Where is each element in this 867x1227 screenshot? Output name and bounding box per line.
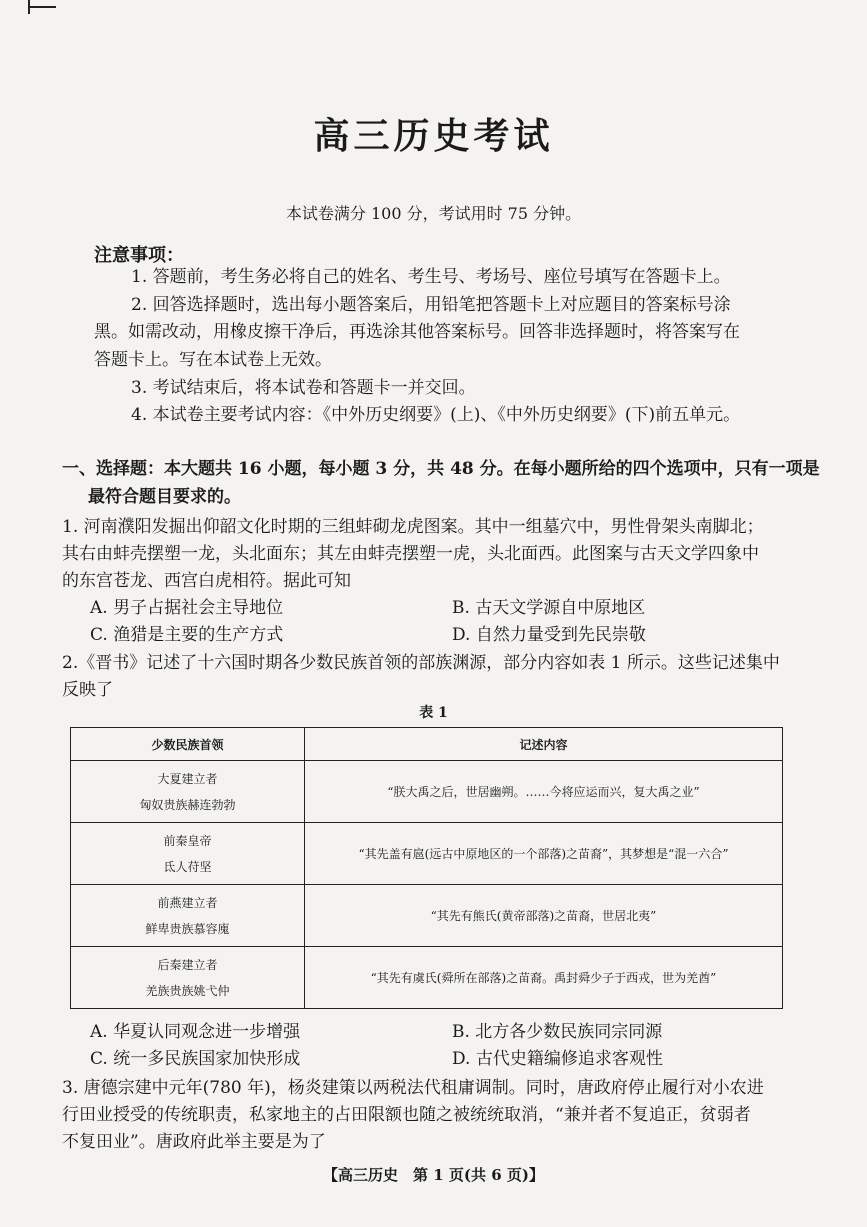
page-title: 高三历史考试 [313, 116, 554, 157]
question-1-option-a: A. 男子占据社会主导地位 [90, 598, 284, 618]
question-1-option-b: B. 古天文学源自中原地区 [452, 598, 646, 618]
question-3-stem: 3. 唐德宗建中元年(780 年)，杨炎建策以两税法代租庸调制。同时，唐政府停止履行对小农进 [62, 1078, 764, 1098]
ruler-title: 大夏建立者 [157, 771, 218, 786]
question-2-option-c: C. 统一多民族国家加快形成 [90, 1049, 301, 1069]
question-1-stem: 其右由蚌壳摆塑一龙，头北面东；其左由蚌壳摆塑一虎，头北面西。此图案与古天文学四象中 [62, 544, 759, 564]
notice-line: 答题卡上。写在本试卷上无效。 [94, 350, 332, 370]
table-1 [70, 727, 783, 1009]
table-header-row [71, 728, 783, 761]
ruler-cell [71, 761, 305, 823]
content-cell: “其先有熊氏(黄帝部落)之苗裔，世居北夷” [305, 885, 783, 947]
question-1-stem: 的东宫苍龙、西宫白虎相符。据此可知 [62, 571, 351, 591]
table-row [71, 947, 783, 1009]
section-heading: 一、选择题：本大题共 16 小题，每小题 3 分，共 48 分。在每小题所给的四个选项中，只有一项是 [62, 459, 820, 479]
content-cell: “其先盖有扈(远古中原地区的一个部落)之苗裔”，其梦想是“混一六合” [305, 823, 783, 885]
ruler-cell [71, 947, 305, 1009]
table-caption: 表 1 [419, 705, 448, 721]
table-row [71, 761, 783, 823]
ruler-title: 前秦皇帝 [163, 833, 212, 848]
notice-line: 黑。如需改动，用橡皮擦干净后，再选涂其他答案标号。回答非选择题时，将答案写在 [94, 322, 740, 342]
content-cell: “朕大禹之后，世居幽朔。……今将应运而兴，复大禹之业” [305, 761, 783, 823]
question-1-option-c: C. 渔猎是主要的生产方式 [90, 625, 284, 645]
question-2-option-a: A. 华夏认同观念进一步增强 [90, 1022, 301, 1042]
crop-mark [28, 6, 56, 8]
ruler-name: 羌族贵族姚弋仲 [145, 983, 230, 998]
table-header: 记述内容 [305, 728, 783, 761]
section-heading: 最符合题目要求的。 [88, 487, 241, 507]
question-3-stem: 不复田业”。唐政府此举主要是为了 [62, 1132, 326, 1152]
question-2-option-d: D. 古代史籍编修追求客观性 [452, 1049, 663, 1069]
question-2-stem: 2.《晋书》记述了十六国时期各少数民族首领的部族渊源，部分内容如表 1 所示。这些记述集中 [62, 653, 780, 673]
ruler-name: 匈奴贵族赫连勃勃 [139, 797, 236, 812]
ruler-cell [71, 823, 305, 885]
notice-line: 2. 回答选择题时，选出每小题答案后，用铅笔把答题卡上对应题目的答案标号涂 [131, 295, 731, 315]
question-2-stem: 反映了 [62, 680, 113, 700]
ruler-title: 前燕建立者 [157, 895, 218, 910]
ruler-title: 后秦建立者 [157, 957, 218, 972]
question-1-option-d: D. 自然力量受到先民崇敬 [452, 625, 646, 645]
content-cell: “其先有虞氏(舜所在部落)之苗裔。禹封舜少子于西戎，世为羌酋” [305, 947, 783, 1009]
table-row [71, 823, 783, 885]
page-footer: 【高三历史 第 1 页(共 6 页)】 [323, 1166, 544, 1184]
notice-line: 3. 考试结束后，将本试卷和答题卡一并交回。 [131, 378, 476, 398]
question-3-stem: 行田业授受的传统职责，私家地主的占田限额也随之被统统取消，“兼并者不复追正，贫弱者 [62, 1105, 751, 1125]
question-1-stem: 1. 河南濮阳发掘出仰韶文化时期的三组蚌砌龙虎图案。其中一组墓穴中，男性骨架头南脚北； [62, 517, 764, 537]
ruler-name: 氐人苻坚 [163, 859, 212, 874]
notice-line: 1. 答题前，考生务必将自己的姓名、考生号、考场号、座位号填写在答题卡上。 [131, 267, 731, 287]
ruler-name: 鲜卑贵族慕容廆 [145, 921, 230, 936]
notice-heading: 注意事项： [94, 245, 184, 266]
table-header: 少数民族首领 [71, 728, 305, 761]
ruler-cell [71, 885, 305, 947]
notice-line: 4. 本试卷主要考试内容：《中外历史纲要》(上)、《中外历史纲要》(下)前五单元。 [131, 405, 741, 425]
table-row [71, 885, 783, 947]
question-2-option-b: B. 北方各少数民族同宗同源 [452, 1022, 663, 1042]
exam-subtitle: 本试卷满分 100 分，考试用时 75 分钟。 [285, 204, 582, 223]
